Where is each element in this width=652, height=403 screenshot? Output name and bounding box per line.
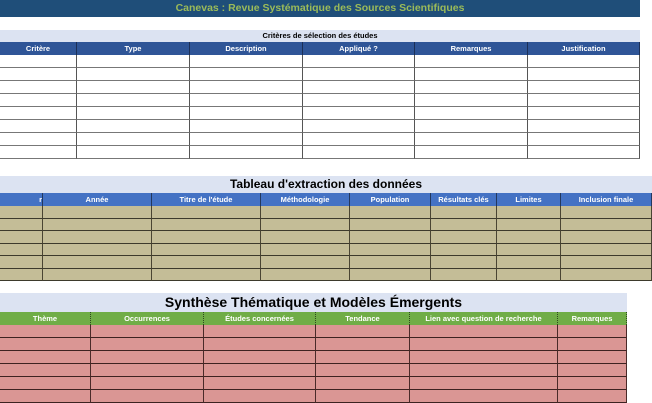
synthesis-cell[interactable] xyxy=(204,364,316,377)
synthesis-cell[interactable] xyxy=(204,351,316,364)
criteria-cell[interactable] xyxy=(303,107,415,120)
extraction-cell[interactable] xyxy=(497,219,561,232)
extraction-header-7[interactable]: Inclusion finale xyxy=(561,193,652,206)
criteria-cell[interactable] xyxy=(528,146,640,159)
extraction-header-5[interactable]: Résultats clés xyxy=(431,193,497,206)
criteria-cell[interactable] xyxy=(415,94,528,107)
criteria-header-1[interactable]: Type xyxy=(77,42,190,55)
criteria-header-5[interactable]: Justification xyxy=(528,42,640,55)
criteria-header-0[interactable]: Critère xyxy=(0,42,77,55)
criteria-cell[interactable] xyxy=(190,120,303,133)
extraction-cell[interactable] xyxy=(561,256,652,269)
criteria-cell[interactable] xyxy=(415,146,528,159)
extraction-cell[interactable] xyxy=(261,256,350,269)
extraction-header-4[interactable]: Population xyxy=(350,193,431,206)
synthesis-cell[interactable] xyxy=(316,351,410,364)
synthesis-cell[interactable] xyxy=(91,338,204,351)
criteria-cell[interactable] xyxy=(415,68,528,81)
extraction-cell[interactable] xyxy=(431,206,497,219)
extraction-cell[interactable] xyxy=(261,231,350,244)
criteria-cell[interactable] xyxy=(190,133,303,146)
synthesis-section-title: Synthèse Thématique et Modèles Émergents xyxy=(0,293,627,312)
extraction-cell[interactable] xyxy=(152,256,261,269)
criteria-cell[interactable] xyxy=(528,107,640,120)
extraction-cell[interactable] xyxy=(43,206,152,219)
synthesis-cell[interactable] xyxy=(316,364,410,377)
synthesis-cell[interactable] xyxy=(316,325,410,338)
criteria-cell[interactable] xyxy=(528,133,640,146)
extraction-cell[interactable] xyxy=(561,269,652,282)
extraction-cell[interactable] xyxy=(0,269,43,282)
criteria-cell[interactable] xyxy=(303,146,415,159)
extraction-cell[interactable] xyxy=(431,231,497,244)
synthesis-cell[interactable] xyxy=(204,390,316,403)
extraction-cell[interactable] xyxy=(431,269,497,282)
criteria-cell[interactable] xyxy=(0,68,77,81)
extraction-cell[interactable] xyxy=(431,256,497,269)
synthesis-cell[interactable] xyxy=(0,325,91,338)
extraction-cell[interactable] xyxy=(152,269,261,282)
criteria-cell[interactable] xyxy=(77,107,190,120)
synthesis-cell[interactable] xyxy=(0,364,91,377)
synthesis-cell[interactable] xyxy=(91,325,204,338)
extraction-cell[interactable] xyxy=(0,219,43,232)
criteria-section-title: Critères de sélection des études xyxy=(0,30,640,42)
criteria-cell[interactable] xyxy=(0,107,77,120)
criteria-cell[interactable] xyxy=(190,55,303,68)
criteria-cell[interactable] xyxy=(528,55,640,68)
criteria-cell[interactable] xyxy=(77,146,190,159)
criteria-cell[interactable] xyxy=(415,120,528,133)
criteria-cell[interactable] xyxy=(303,120,415,133)
criteria-cell[interactable] xyxy=(0,146,77,159)
synthesis-cell[interactable] xyxy=(558,390,627,403)
synthesis-cell[interactable] xyxy=(204,377,316,390)
synthesis-cell[interactable] xyxy=(0,377,91,390)
extraction-cell[interactable] xyxy=(497,206,561,219)
extraction-cell[interactable] xyxy=(0,231,43,244)
extraction-cell[interactable] xyxy=(350,244,431,257)
criteria-cell[interactable] xyxy=(0,81,77,94)
criteria-cell[interactable] xyxy=(415,133,528,146)
synthesis-cell[interactable] xyxy=(410,351,558,364)
synthesis-cell[interactable] xyxy=(91,351,204,364)
criteria-cell[interactable] xyxy=(415,55,528,68)
criteria-header-3[interactable]: Appliqué ? xyxy=(303,42,415,55)
criteria-cell[interactable] xyxy=(190,68,303,81)
extraction-header-2[interactable]: Titre de l'étude xyxy=(152,193,261,206)
criteria-cell[interactable] xyxy=(0,120,77,133)
criteria-cell[interactable] xyxy=(77,81,190,94)
extraction-cell[interactable] xyxy=(261,244,350,257)
extraction-header-6[interactable]: Limites xyxy=(497,193,561,206)
extraction-cell[interactable] xyxy=(497,256,561,269)
synthesis-header-0[interactable]: Thème xyxy=(0,312,91,325)
criteria-cell[interactable] xyxy=(190,146,303,159)
synthesis-cell[interactable] xyxy=(316,377,410,390)
extraction-cell[interactable] xyxy=(261,206,350,219)
synthesis-cell[interactable] xyxy=(410,364,558,377)
extraction-cell[interactable] xyxy=(0,206,43,219)
criteria-cell[interactable] xyxy=(303,68,415,81)
synthesis-cell[interactable] xyxy=(91,364,204,377)
extraction-table xyxy=(0,193,652,281)
criteria-cell[interactable] xyxy=(77,133,190,146)
criteria-cell[interactable] xyxy=(190,94,303,107)
synthesis-cell[interactable] xyxy=(558,338,627,351)
extraction-cell[interactable] xyxy=(350,231,431,244)
synthesis-cell[interactable] xyxy=(0,390,91,403)
synthesis-cell[interactable] xyxy=(410,325,558,338)
synthesis-cell[interactable] xyxy=(558,325,627,338)
synthesis-cell[interactable] xyxy=(410,338,558,351)
synthesis-cell[interactable] xyxy=(0,351,91,364)
extraction-cell[interactable] xyxy=(152,219,261,232)
extraction-cell[interactable] xyxy=(261,269,350,282)
extraction-cell[interactable] xyxy=(152,206,261,219)
synthesis-cell[interactable] xyxy=(410,390,558,403)
sheet-title: Canevas : Revue Systématique des Sources Scientifiques xyxy=(0,0,640,17)
extraction-cell[interactable] xyxy=(497,244,561,257)
criteria-cell[interactable] xyxy=(528,68,640,81)
criteria-cell[interactable] xyxy=(415,107,528,120)
criteria-header-4[interactable]: Remarques xyxy=(415,42,528,55)
extraction-cell[interactable] xyxy=(561,231,652,244)
synthesis-header-4[interactable]: Lien avec question de recherche xyxy=(410,312,558,325)
synthesis-header-3[interactable]: Tendance xyxy=(316,312,410,325)
synthesis-cell[interactable] xyxy=(316,338,410,351)
extraction-cell[interactable] xyxy=(43,269,152,282)
synthesis-header-2[interactable]: Études concernées xyxy=(204,312,316,325)
criteria-header-2[interactable]: Description xyxy=(190,42,303,55)
criteria-cell[interactable] xyxy=(528,94,640,107)
extraction-cell[interactable] xyxy=(561,244,652,257)
extraction-cell[interactable] xyxy=(43,231,152,244)
extraction-cell[interactable] xyxy=(43,244,152,257)
criteria-cell[interactable] xyxy=(303,133,415,146)
criteria-cell[interactable] xyxy=(415,81,528,94)
synthesis-cell[interactable] xyxy=(558,377,627,390)
extraction-cell[interactable] xyxy=(152,244,261,257)
criteria-cell[interactable] xyxy=(77,94,190,107)
extraction-header-0[interactable]: r xyxy=(0,193,43,206)
extraction-cell[interactable] xyxy=(561,206,652,219)
extraction-cell[interactable] xyxy=(497,269,561,282)
extraction-cell[interactable] xyxy=(561,219,652,232)
synthesis-table xyxy=(0,312,627,403)
synthesis-cell[interactable] xyxy=(204,338,316,351)
extraction-section-title: Tableau d'extraction des données xyxy=(0,176,652,193)
extraction-cell[interactable] xyxy=(431,244,497,257)
extraction-header-1[interactable]: Année xyxy=(43,193,152,206)
extraction-cell[interactable] xyxy=(350,269,431,282)
criteria-cell[interactable] xyxy=(528,81,640,94)
extraction-header-3[interactable]: Méthodologie xyxy=(261,193,350,206)
criteria-cell[interactable] xyxy=(303,55,415,68)
extraction-cell[interactable] xyxy=(0,244,43,257)
criteria-cell[interactable] xyxy=(0,133,77,146)
synthesis-cell[interactable] xyxy=(410,377,558,390)
synthesis-cell[interactable] xyxy=(316,390,410,403)
criteria-cell[interactable] xyxy=(77,55,190,68)
extraction-cell[interactable] xyxy=(261,219,350,232)
criteria-cell[interactable] xyxy=(0,55,77,68)
criteria-table xyxy=(0,42,640,159)
synthesis-cell[interactable] xyxy=(558,351,627,364)
criteria-cell[interactable] xyxy=(528,120,640,133)
synthesis-header-1[interactable]: Occurrences xyxy=(91,312,204,325)
synthesis-cell[interactable] xyxy=(91,377,204,390)
synthesis-header-5[interactable]: Remarques xyxy=(558,312,627,325)
criteria-cell[interactable] xyxy=(77,68,190,81)
extraction-cell[interactable] xyxy=(152,231,261,244)
extraction-cell[interactable] xyxy=(43,219,152,232)
extraction-cell[interactable] xyxy=(350,219,431,232)
synthesis-cell[interactable] xyxy=(0,338,91,351)
criteria-cell[interactable] xyxy=(77,120,190,133)
synthesis-cell[interactable] xyxy=(91,390,204,403)
synthesis-cell[interactable] xyxy=(204,325,316,338)
extraction-cell[interactable] xyxy=(350,206,431,219)
criteria-cell[interactable] xyxy=(190,107,303,120)
synthesis-cell[interactable] xyxy=(558,364,627,377)
extraction-cell[interactable] xyxy=(0,256,43,269)
criteria-cell[interactable] xyxy=(303,94,415,107)
extraction-cell[interactable] xyxy=(431,219,497,232)
extraction-cell[interactable] xyxy=(350,256,431,269)
extraction-cell[interactable] xyxy=(497,231,561,244)
criteria-cell[interactable] xyxy=(190,81,303,94)
extraction-cell[interactable] xyxy=(43,256,152,269)
criteria-cell[interactable] xyxy=(0,94,77,107)
criteria-cell[interactable] xyxy=(303,81,415,94)
